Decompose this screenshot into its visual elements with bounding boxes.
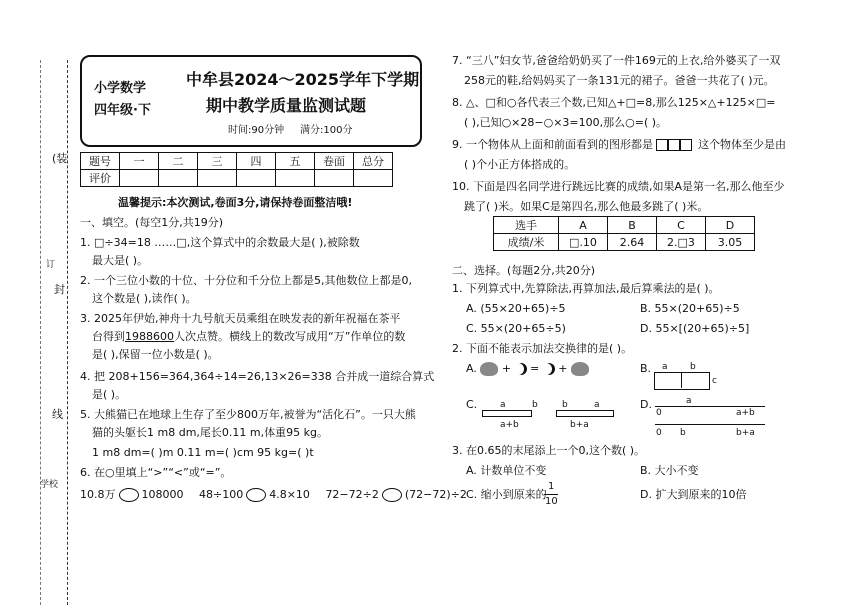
s3-option-a[interactable]: A. 计数单位不变 xyxy=(466,464,547,477)
rect-label-b: b xyxy=(690,362,696,372)
bar-diagram-1 xyxy=(482,410,532,417)
q6-c1: 10.8万 xyxy=(80,488,116,501)
score-table xyxy=(80,152,393,187)
s1-option-d[interactable]: D. 55×[(20+65)÷5] xyxy=(640,322,750,335)
score-cell[interactable] xyxy=(237,170,276,187)
numline-zero: 0 xyxy=(656,408,662,418)
s3-option-c[interactable] xyxy=(466,488,547,502)
barc-label-ba: b+a xyxy=(570,420,589,430)
grade-label: 四年级·下 xyxy=(94,103,151,118)
numline-b: b xyxy=(680,428,686,438)
q2-line2: 这个数是( ),读作( )。 xyxy=(92,292,197,305)
fraction-den: 10 xyxy=(545,496,558,507)
rect-diagram xyxy=(654,372,710,390)
q3-line1: 3. 2025年伊始,神舟十九号航天员乘组在映发表的新年祝福在茶平 xyxy=(80,312,401,325)
s3-option-c-text: C. 缩小到原来的 xyxy=(466,488,547,501)
jump-value: □.10 xyxy=(559,234,608,251)
s1-option-a[interactable]: A. (55×20+65)÷5 xyxy=(466,302,566,315)
s2-option-a[interactable]: A. + = + xyxy=(466,362,589,376)
q6-line1: 6. 在○里填上“>”“<”或“=”。 xyxy=(80,466,232,479)
exam-title-line2: 期中教学质量监测试题 xyxy=(206,96,367,115)
jump-value: 成绩/米 xyxy=(494,234,559,251)
score-header-cell: 一 xyxy=(120,153,159,170)
jump-value: 2.□3 xyxy=(657,234,706,251)
q3-line2 xyxy=(92,330,405,344)
score-header-cell: 二 xyxy=(159,153,198,170)
numline-ab: a+b xyxy=(736,408,755,418)
exam-time: 时间:90分钟 xyxy=(228,125,285,136)
heart-icon xyxy=(571,362,589,376)
score-row-label: 评价 xyxy=(81,170,120,187)
q6-c5: 72−72÷2 xyxy=(325,488,379,501)
score-cell[interactable] xyxy=(354,170,393,187)
score-header-cell: 四 xyxy=(237,153,276,170)
barc-label-b: b xyxy=(532,400,538,410)
cube-icon xyxy=(668,139,680,151)
moon-icon xyxy=(515,363,527,375)
rect-label-a: a xyxy=(662,362,668,372)
q5-line3: 1 m8 dm=( )m 0.11 m=( )cm 95 kg=( )t xyxy=(92,446,314,459)
jump-header: C xyxy=(657,217,706,234)
compare-circle[interactable] xyxy=(119,488,139,502)
q5-line2: 猫的头躯长1 m8 dm,尾长0.11 m,体重95 kg。 xyxy=(92,426,328,439)
jump-header: A xyxy=(559,217,608,234)
q4-line1: 4. 把 208+156=364,364÷14=26,13×26=338 合并成一道综合算式 xyxy=(80,370,435,383)
left-edge-line xyxy=(40,60,41,605)
exam-full-score: 满分:100分 xyxy=(300,125,353,136)
tip-text: 温馨提示:本次测试,卷面3分,请保持卷面整洁哦! xyxy=(118,196,353,209)
margin-mark-1: (装 xyxy=(52,152,68,165)
score-header-cell: 五 xyxy=(276,153,315,170)
q1-line1: 1. □÷34=18 ……□,这个算式中的余数最大是( ),被除数 xyxy=(80,236,360,249)
q6-c4: 4.8×10 xyxy=(269,488,310,501)
score-header-cell: 卷面 xyxy=(315,153,354,170)
s2-option-c-label[interactable]: C. xyxy=(466,398,478,411)
margin-mark-4: 封 xyxy=(54,283,65,296)
margin-school: 学校 xyxy=(40,480,59,490)
numline-a: a xyxy=(686,396,692,406)
score-cell[interactable] xyxy=(198,170,237,187)
q10-line1: 10. 下面是四名同学进行跳远比赛的成绩,如果A是第一名,那么他至少 xyxy=(452,180,785,193)
s2-option-b-label[interactable]: B. xyxy=(640,362,652,375)
cube-icon xyxy=(656,139,668,151)
numline-zero2: 0 xyxy=(656,428,662,438)
barc-label-a: a xyxy=(500,400,506,410)
compare-circle[interactable] xyxy=(382,488,402,502)
rect-label-c: c xyxy=(712,376,717,386)
q2-line1: 2. 一个三位小数的十位、十分位和千分位上都是5,其他数位上都是0, xyxy=(80,274,412,287)
jump-header: 选手 xyxy=(494,217,559,234)
q8-line1: 8. △、□和○各代表三个数,已知△+□=8,那么125×△+125×□= xyxy=(452,96,776,109)
q6-c3: 48÷100 xyxy=(199,488,244,501)
q7-line1: 7. “三八”妇女节,爸爸给奶奶买了一件169元的上衣,给外婆买了一双 xyxy=(452,54,781,67)
q4-line2: 是( )。 xyxy=(92,388,127,401)
barc-label-a2: a xyxy=(594,400,600,410)
q9-line2: ( )个小正方体搭成的。 xyxy=(464,158,576,171)
q9-line1 xyxy=(452,138,786,152)
q6-compare-row xyxy=(80,488,467,502)
numline-ba: b+a xyxy=(736,428,755,438)
s1-option-c[interactable]: C. 55×(20+65÷5) xyxy=(466,322,566,335)
margin-mark-2: 订 xyxy=(46,260,56,270)
q6-c6: (72−72)÷2 xyxy=(404,488,467,501)
section2-title: 二、选择。(每题2分,共20分) xyxy=(452,264,596,277)
score-cell[interactable] xyxy=(276,170,315,187)
score-header-cell: 三 xyxy=(198,153,237,170)
score-header-cell: 总分 xyxy=(354,153,393,170)
s2-option-d-label[interactable]: D. xyxy=(640,398,652,411)
jump-value: 2.64 xyxy=(608,234,657,251)
jump-header: B xyxy=(608,217,657,234)
q3-line2-post: 人次点赞。横线上的数改写成用“万”作单位的数 xyxy=(174,330,406,343)
q6-c2: 108000 xyxy=(141,488,184,501)
subject-label: 小学数学 xyxy=(94,81,147,96)
s2-question: 2. 下面不能表示加法交换律的是( )。 xyxy=(452,342,633,355)
score-cell[interactable] xyxy=(315,170,354,187)
number-line-2 xyxy=(655,424,765,425)
q9-text-a: 9. 一个物体从上面和前面看到的图形都是 xyxy=(452,138,653,151)
score-header-cell: 题号 xyxy=(81,153,120,170)
q9-text-b: 这个物体至少是由 xyxy=(698,138,786,151)
q7-line2: 258元的鞋,给妈妈买了一条131元的裙子。爸爸一共花了( )元。 xyxy=(464,74,775,87)
compare-circle[interactable] xyxy=(246,488,266,502)
q9-shape xyxy=(656,138,692,151)
score-cell[interactable] xyxy=(120,170,159,187)
s3-option-b[interactable]: B. 大小不变 xyxy=(640,464,699,477)
barc-label-ab: a+b xyxy=(500,420,519,430)
moon-icon xyxy=(543,363,555,375)
heart-icon xyxy=(480,362,498,376)
barc-label-b2: b xyxy=(562,400,568,410)
cube-icon xyxy=(680,139,692,151)
q8-line2: ( ),已知○×28−○×3=100,那么○=( )。 xyxy=(464,116,668,129)
rect-divider xyxy=(681,372,682,388)
s2-option-a-label: A. xyxy=(466,362,477,375)
score-cell[interactable] xyxy=(159,170,198,187)
exam-title-line1: 中牟县2024～2025学年下学期 xyxy=(186,70,420,89)
margin-mark-5: 线 xyxy=(52,408,63,421)
q3-line2-pre: 台得到 xyxy=(92,330,125,343)
q3-number: 1988600 xyxy=(125,330,174,343)
s3-question: 3. 在0.65的末尾添上一个0,这个数( )。 xyxy=(452,444,646,457)
jump-table xyxy=(493,216,755,251)
q5-line1: 5. 大熊猫已在地球上生存了至少800万年,被誉为“活化石”。一只大熊 xyxy=(80,408,416,421)
fraction-num: 1 xyxy=(548,481,555,492)
s3-option-d[interactable]: D. 扩大到原来的10倍 xyxy=(640,488,747,501)
section1-title: 一、填空。(每空1分,共19分) xyxy=(80,216,224,229)
jump-header: D xyxy=(706,217,755,234)
jump-value: 3.05 xyxy=(706,234,755,251)
q10-line2: 跳了( )米。如果C是第四名,那么他最多跳了( )米。 xyxy=(464,200,709,213)
q1-line2: 最大是( )。 xyxy=(92,254,149,267)
binding-line xyxy=(67,60,68,605)
s1-option-b[interactable]: B. 55×(20+65)÷5 xyxy=(640,302,740,315)
s1-question: 1. 下列算式中,先算除法,再算加法,最后算乘法的是( )。 xyxy=(452,282,720,295)
q3-line3: 是( ),保留一位小数是( )。 xyxy=(92,348,219,361)
